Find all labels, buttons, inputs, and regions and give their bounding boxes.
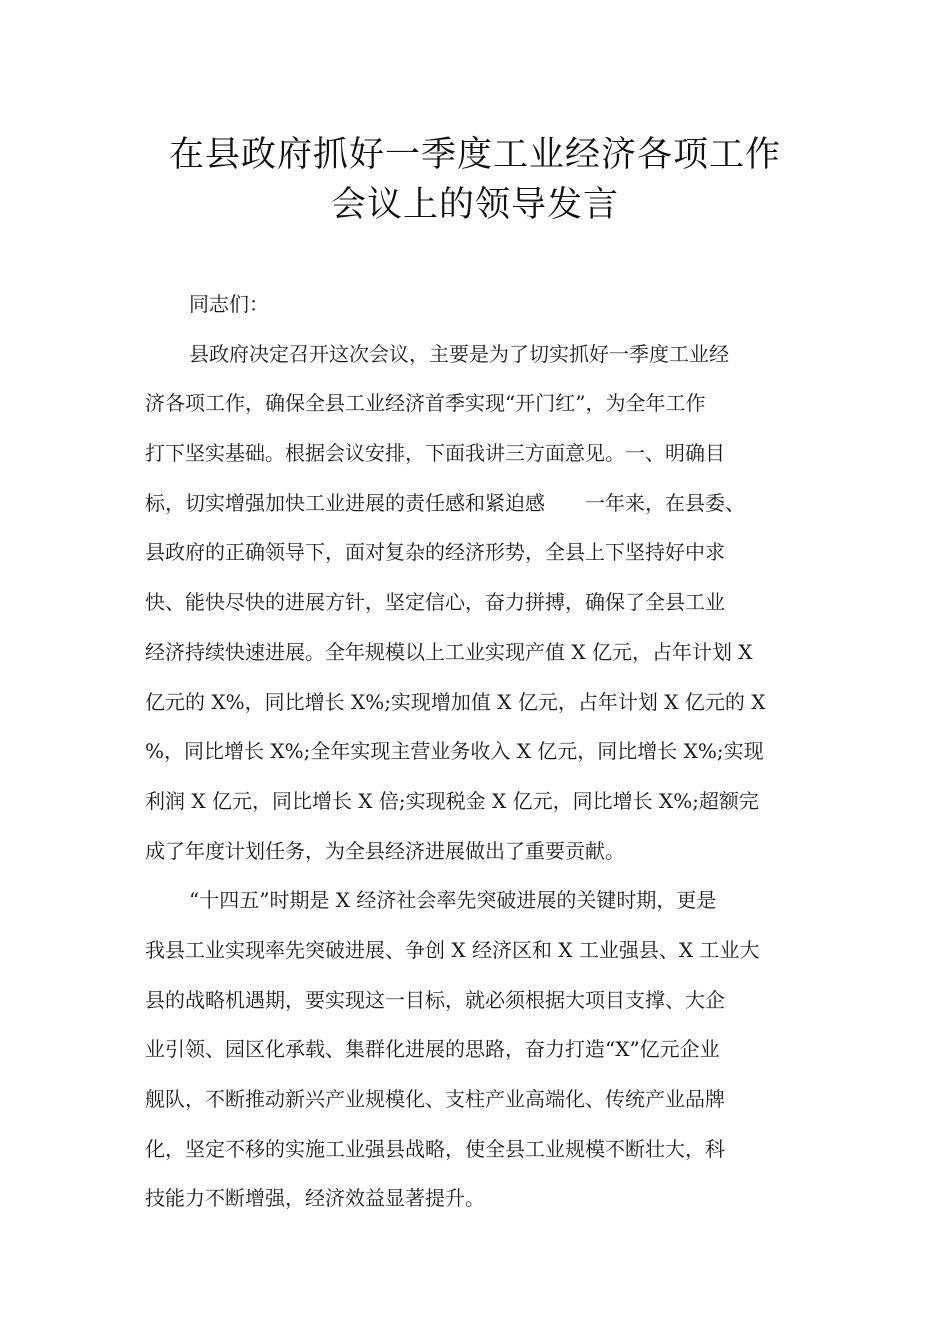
paragraph-line: 舰队，不断推动新兴产业规模化、支柱产业高端化、传统产业品牌 [145,1087,725,1111]
paragraph-line: 经济持续快速进展。全年规模以上工业实现产值 X 亿元，占年计划 X [145,639,753,664]
paragraph-2 [145,876,815,1224]
paragraph-line: 业引领、园区化承载、集群化进展的思路，奋力打造“X”亿元企业 [145,1037,720,1062]
paragraph-line: 利润 X 亿元，同比增长 X 倍;实现税金 X 亿元，同比增长 X%;超额完 [145,788,759,813]
salutation: 同志们： [189,292,269,316]
paragraph-line: 我县工业实现率先突破进展、争创 X 经济区和 X 工业强县、X 工业大 [145,937,760,962]
title-line-2: 会议上的领导发言 [330,185,619,225]
paragraph-line: 县政府的正确领导下，面对复杂的经济形势，全县上下坚持好中求 [145,540,725,565]
document-body [145,280,815,1224]
title-line-1: 在县政府抓好一季度工业经济各项工作 [168,135,781,175]
document-title [120,130,830,230]
paragraph-line: 县的战略机遇期，要实现这一目标，就必须根据大项目支撑、大企 [145,987,725,1012]
paragraph-line: 亿元的 X%，同比增长 X%;实现增加值 X 亿元，占年计划 X 亿元的 X [145,689,766,714]
paragraph-line: 技能力不断增强，经济效益显著提升。 [145,1186,485,1211]
paragraph-line: 济各项工作，确保全县工业经济首季实现“开门红”，为全年工作 [145,391,706,416]
paragraph-line: 县政府决定召开这次会议，主要是为了切实抓好一季度工业经 [189,341,729,366]
paragraph-line: 快、能快尽快的进展方针，坚定信心，奋力拼搏，确保了全县工业 [145,590,725,615]
paragraph-line: 标，切实增强加快工业进展的责任感和紧迫感 一年来，在县委、 [145,490,745,515]
paragraph-line: 打下坚实基础。根据会议安排，下面我讲三方面意见。一、明确目 [145,441,725,466]
paragraph-line: 化，坚定不移的实施工业强县战略，使全县工业规模不断壮大，科 [145,1136,725,1161]
paragraph-line: %，同比增长 X%;全年实现主营业务收入 X 亿元，同比增长 X%;实现 [145,739,764,764]
paragraph-line: 成了年度计划任务，为全县经济进展做出了重要贡献。 [145,838,625,863]
paragraph-1 [145,330,815,877]
paragraph-line: “十四五”时期是 X 经济社会率先突破进展的关键时期，更是 [189,888,717,913]
